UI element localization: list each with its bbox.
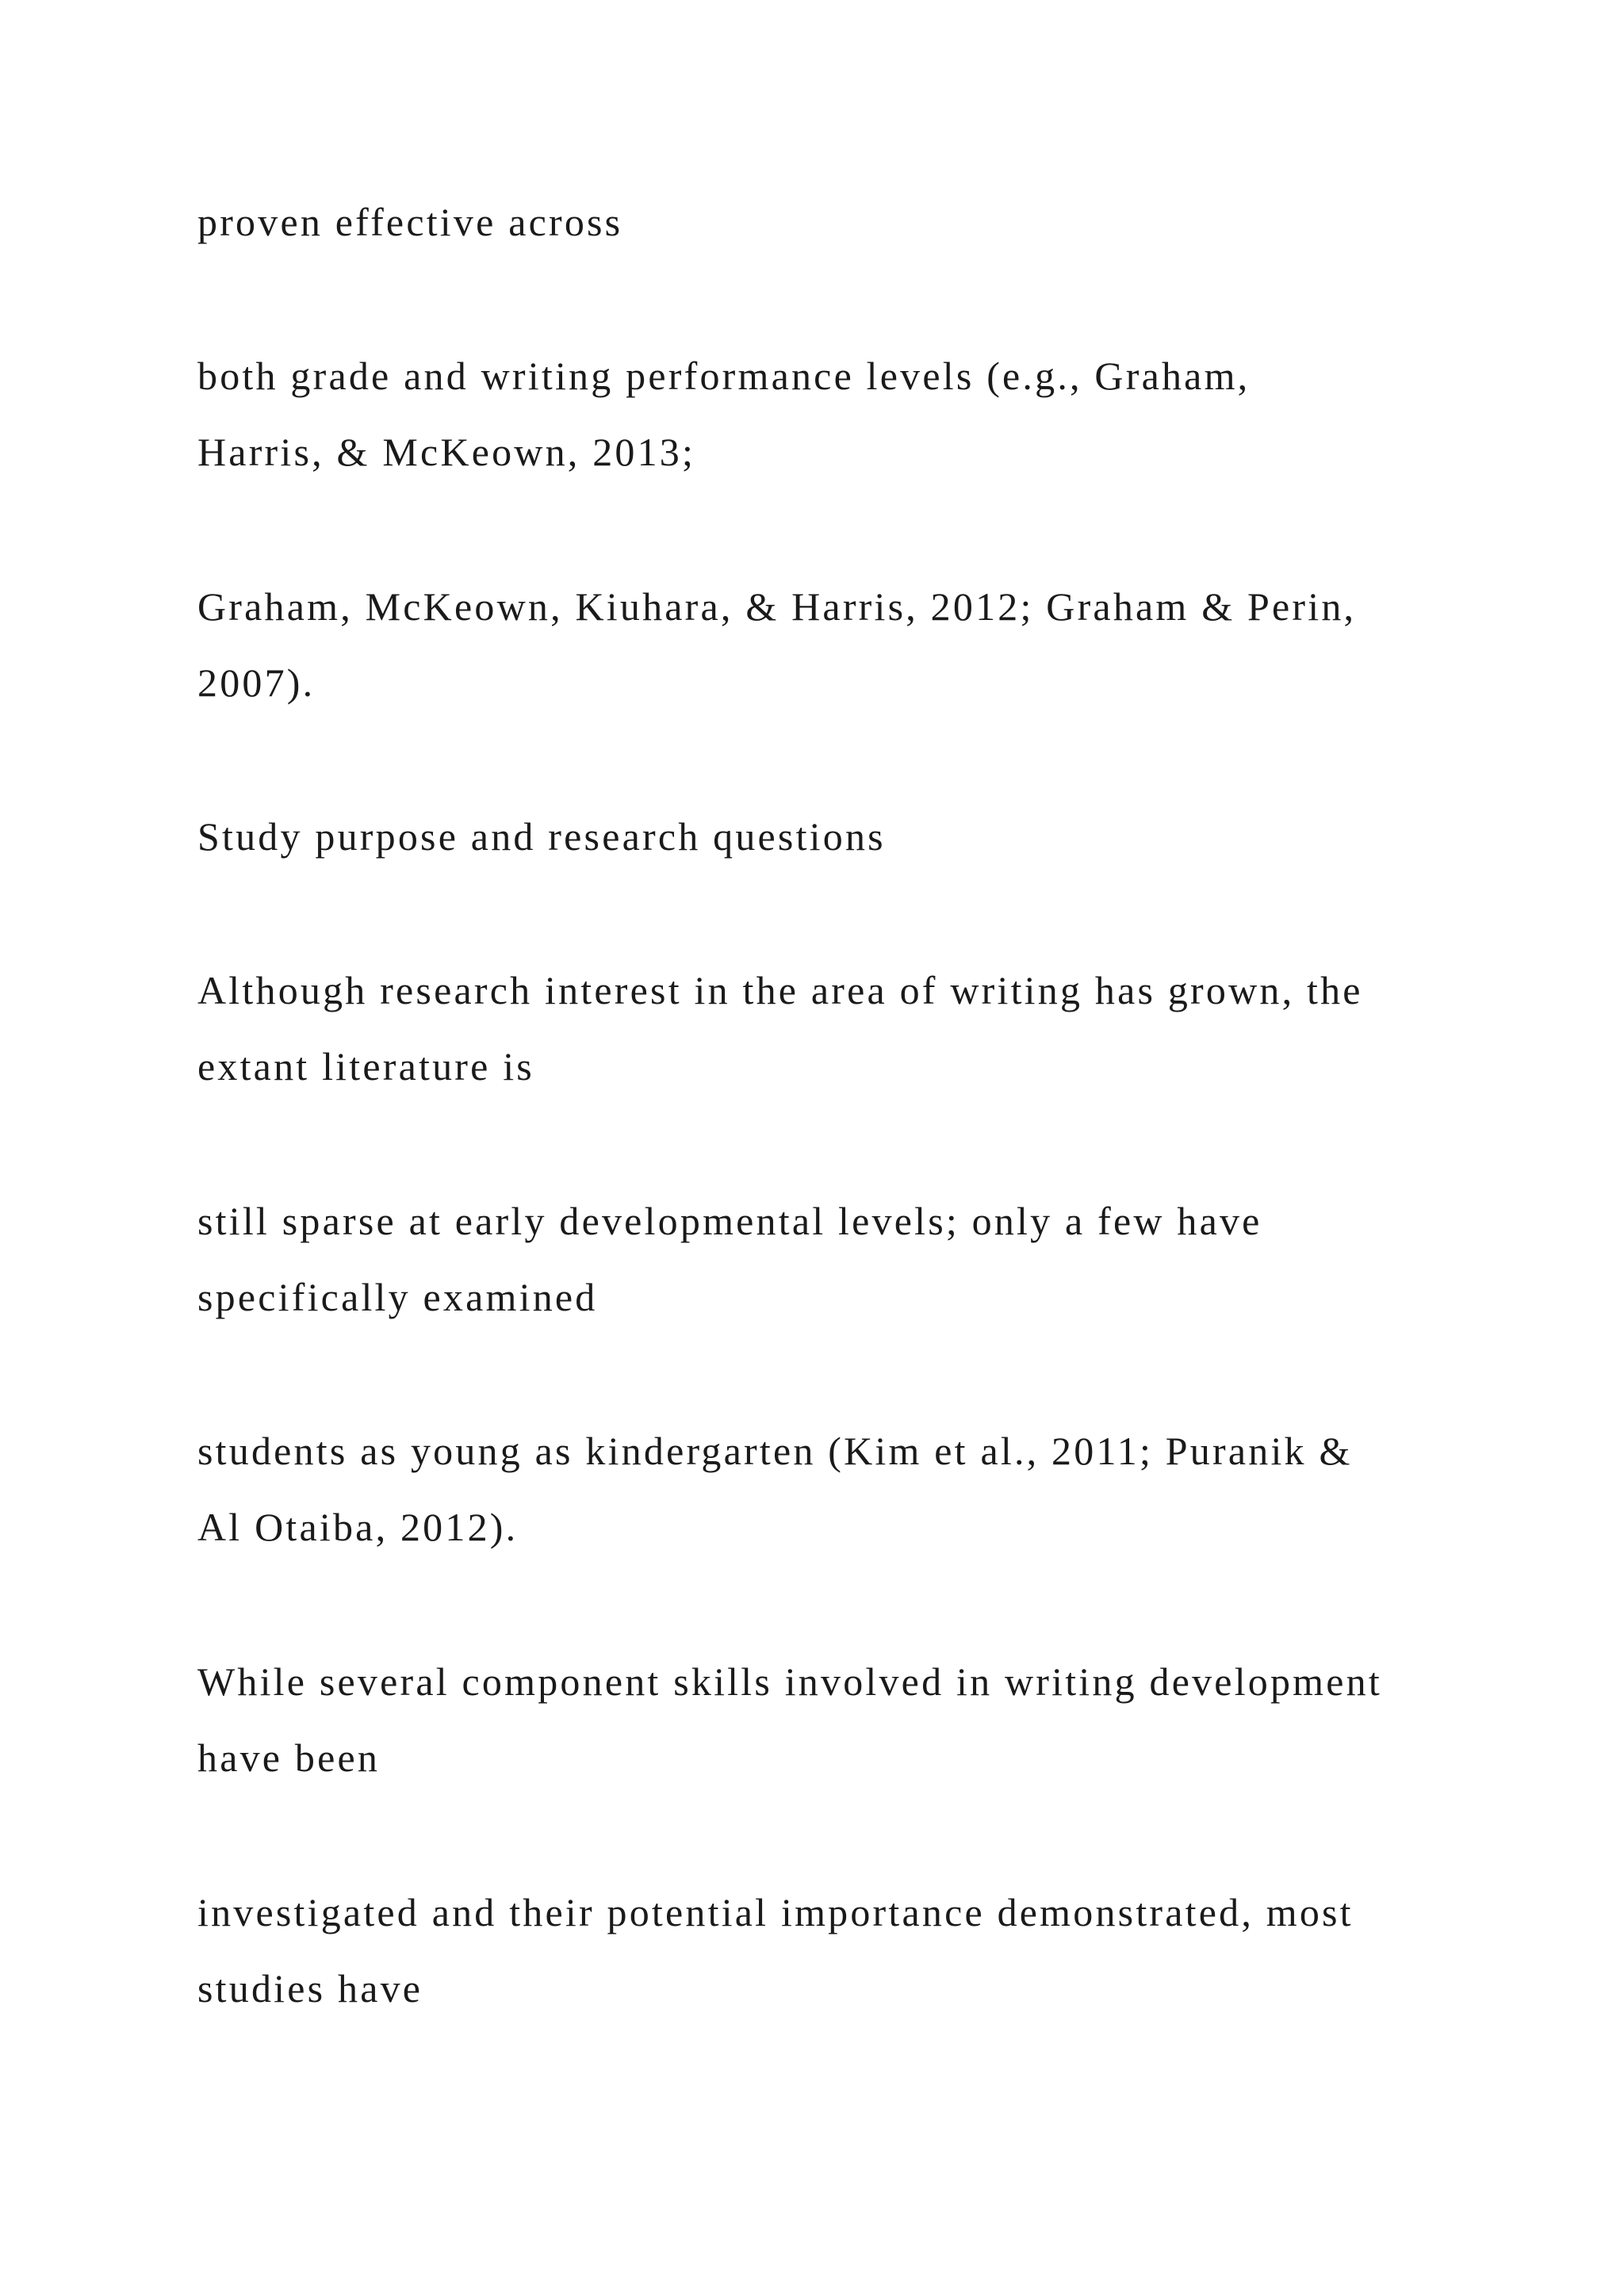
paragraph-9 [197,1874,1545,2026]
text-line: proven effective across [197,200,623,244]
text-line: investigated and their potential importance demonstrated, most [197,1890,1354,1934]
text-line: extant literature is [197,1044,534,1089]
text-line: Study purpose and research questions [197,814,886,859]
paragraph-5 [197,952,1545,1104]
section-heading [197,798,1545,874]
text-line: still sparse at early developmental levels; only a few have [197,1199,1262,1243]
text-line: specifically examined [197,1275,598,1319]
text-line: Harris, & McKeown, 2013; [197,430,696,474]
paragraph-1 [197,184,1545,260]
text-line: studies have [197,1966,423,2011]
text-line: have been [197,1735,381,1780]
paragraph-6 [197,1183,1545,1335]
paragraph-2 [197,338,1545,490]
paragraph-7 [197,1413,1545,1565]
text-line: Although research interest in the area of writing has grown, the [197,968,1363,1012]
text-line: 2007). [197,660,316,705]
paragraph-8 [197,1644,1545,1796]
text-line: Al Otaiba, 2012). [197,1505,519,1549]
text-line: students as young as kindergarten (Kim et al., 2011; Puranik & [197,1429,1353,1473]
text-line: Graham, McKeown, Kiuhara, & Harris, 2012; Graham & Perin, [197,584,1357,629]
text-line: While several component skills involved in writing development [197,1659,1382,1704]
paragraph-3 [197,568,1545,721]
text-line: both grade and writing performance levels (e.g., Graham, [197,354,1251,398]
